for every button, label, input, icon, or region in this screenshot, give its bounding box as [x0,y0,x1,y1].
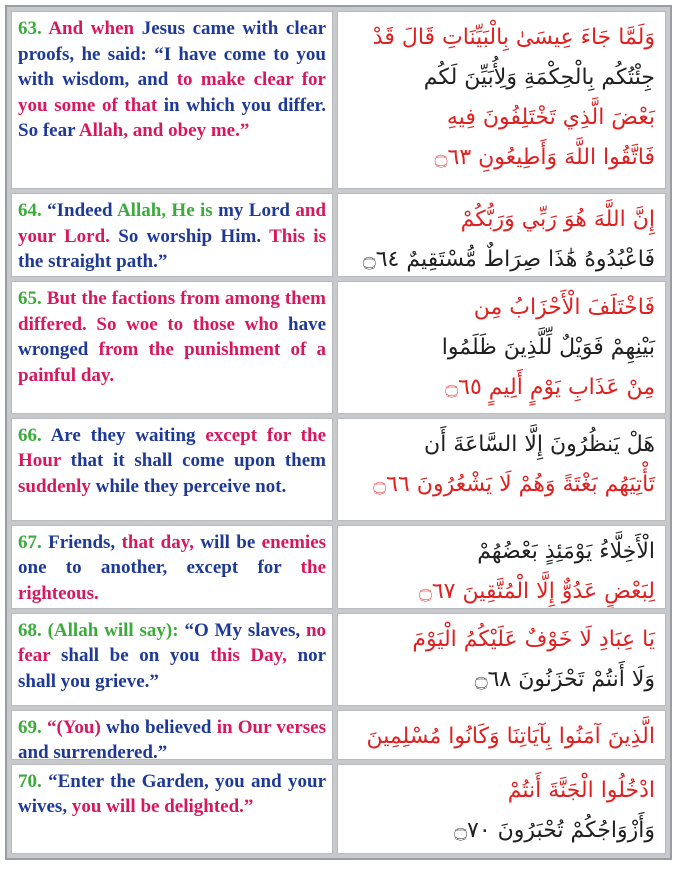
translation-phrase: Jesus [141,18,185,39]
translation-phrase: in which you differ. So fear [18,94,327,141]
english-translation [11,710,333,760]
translation-phrase: the righteous. [18,557,326,604]
translation-phrase: enemies [261,531,327,553]
translation-phrase: you and your wives, [18,770,327,818]
translation-phrase: suddenly [18,475,96,497]
translation-phrase: except for [205,424,301,446]
arabic-line: جِئْتُكُم بِالْحِكْمَةِ وَلِأُبَيِّنَ لَكُم [423,65,655,90]
translation-phrase: came with clear proofs, [18,18,327,65]
arabic-line: هَلْ يَنظُرُونَ إِلَّا السَّاعَةَ أَن [424,431,655,457]
arabic-text [337,764,666,854]
verse-row-63 [11,11,666,189]
translation-phrase: This is [269,225,326,247]
translation-phrase: to make clear for you [18,69,326,116]
arabic-line: تَأْتِيَهُم بَغْتَةً وَهُمْ لَا يَشْعُرُونَ ۝٦٦ [373,471,655,497]
translation-phrase: nor shall you grieve.” [18,645,326,692]
english-translation [11,525,333,609]
verse-row-64 [11,193,666,277]
verse-table [5,5,672,860]
arabic-line: الَّذِينَ آمَنُوا بِآيَاتِنَا وَكَانُوا مُسْلِمِينَ [366,723,655,749]
english-translation [11,193,333,277]
translation-phrase: in Our verses [216,716,327,738]
arabic-line: يَا عِبَادِ لَا خَوْفٌ عَلَيْكُمُ الْيَوْمَ [412,626,655,652]
english-translation [11,11,333,189]
verse-row-67 [11,525,666,609]
translation-phrase: one to another, except for [18,557,301,579]
translation-phrase: some of that [54,94,164,116]
arabic-line: فَاتَّقُوا اللَّهَ وَأَطِيعُونِ ۝٦٣ [434,145,655,170]
arabic-text [337,193,666,277]
english-translation [11,281,333,414]
translation-phrase: Are they waiting [50,424,206,446]
verse-number: 68. [18,619,48,641]
translation-phrase: that it shall come upon them [70,450,326,472]
arabic-line: وَأَزْوَاجُكُمْ تُحْبَرُونَ ۝٧٠ [454,817,655,843]
verse-number: 67. [18,531,49,553]
verse-number: 63. [18,18,49,39]
translation-phrase: this Day, [210,645,298,667]
verse-row-65 [11,281,666,414]
translation-phrase: “(You) [46,716,107,738]
arabic-text [337,613,666,706]
translation-phrase: my Lord [218,200,296,222]
verse-number: 65. [18,288,47,310]
translation-phrase: “Indeed [47,200,117,222]
translation-phrase: Allah, and obey me.” [78,120,250,141]
arabic-text [337,525,666,609]
translation-phrase: and surrendered.” [18,742,168,760]
verse-number: 64. [18,200,48,222]
translation-phrase: while they perceive not. [95,475,287,497]
translation-phrase: no fear [18,619,327,667]
translation-phrase: have wronged [18,313,326,361]
verse-row-69 [11,710,666,760]
verse-number: 69. [18,716,47,738]
translation-phrase: the straight path.” [18,251,168,273]
translation-phrase: will be [200,531,262,553]
translation-phrase: who believed [106,716,217,738]
verse-number: 66. [18,424,51,446]
verse-number: 70. [18,770,49,792]
translation-phrase: “Enter the Garden, [48,770,216,792]
translation-phrase: Allah, He is [116,200,219,222]
verse-row-68 [11,613,666,706]
arabic-text [337,281,666,414]
translation-phrase: and your Lord. [18,200,327,247]
translation-phrase: from the punishment of a painful day. [18,339,326,386]
translation-phrase: (Allah will say): [47,619,185,641]
arabic-line: مِنْ عَذَابِ يَوْمٍ أَلِيمٍ ۝٦٥ [445,375,655,401]
translation-phrase: the Hour [18,424,326,472]
arabic-text [337,418,666,521]
arabic-line: لِبَعْضٍ عَدُوٌّ إِلَّا الْمُتَّقِينَ ۝٦٧ [418,578,655,604]
arabic-line: الْأَخِلَّاءُ يَوْمَئِذٍ بَعْضُهُمْ [477,538,655,564]
arabic-line: فَاخْتَلَفَ الْأَحْزَابُ مِن [473,295,655,321]
verse-row-70 [11,764,666,854]
translation-phrase: So woe to those who [96,313,288,335]
translation-phrase: “O My slaves, [184,619,306,641]
verse-row-66 [11,418,666,521]
english-translation [11,764,333,854]
english-translation [11,613,333,706]
english-translation [11,418,333,521]
arabic-line: إِنَّ اللَّهَ هُوَ رَبِّي وَرَبُّكُمْ [460,207,655,233]
translation-phrase: So worship Him. [118,225,270,247]
arabic-text [337,710,666,760]
arabic-line: وَلَا أَنتُمْ تَحْزَنُونَ ۝٦٨ [474,666,655,692]
arabic-line: بَيْنِهِمْ فَوَيْلٌ لِّلَّذِينَ ظَلَمُوا [441,335,655,361]
translation-phrase: that day, [121,531,201,553]
translation-phrase: And when [48,18,142,39]
arabic-line: وَلَمَّا جَاءَ عِيسَىٰ بِالْبَيِّنَاتِ قَالَ قَدْ [372,25,655,50]
translation-phrase: you will be delighted.” [71,796,254,818]
arabic-line: فَاعْبُدُوهُ هَٰذَا صِرَاطٌ مُّسْتَقِيمٌ ۝٦٤ [362,247,655,273]
translation-phrase: he said: “I have come to you with wisdom, and [18,43,326,90]
translation-phrase: Friends, [48,531,122,553]
translation-phrase: shall be on you [61,645,211,667]
arabic-line: بَعْضَ الَّذِي تَخْتَلِفُونَ فِيهِ [446,105,655,130]
translation-phrase: But the factions from among them differed. [18,288,327,335]
arabic-line: ادْخُلُوا الْجَنَّةَ أَنتُمْ [507,777,655,803]
arabic-text [337,11,666,189]
